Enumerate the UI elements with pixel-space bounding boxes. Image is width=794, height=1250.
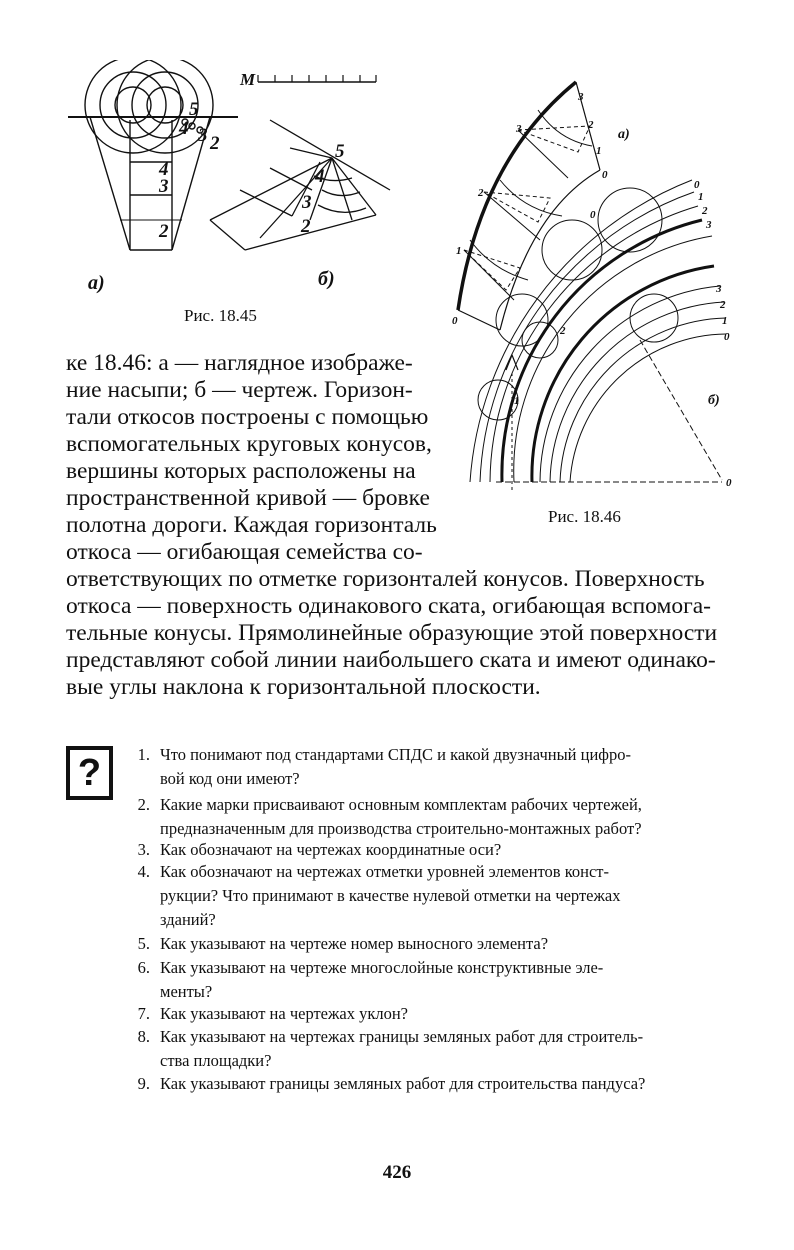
elev-view-2: 2 [301,216,311,237]
elev-axis-2: 2 [159,221,169,242]
question-1-line-1: Что понимают под стандартами СПДС и какой двузначный цифро- [160,745,631,764]
elev-view-5: 5 [335,141,345,162]
slope-mark-1: 1 [596,145,602,157]
question-2-line-2: предназначенным для производства строительно-монтажных работ? [160,819,642,838]
inner-mark-0: 0 [590,209,596,221]
elev-plan-2: 2 [210,133,220,154]
inner-mark-2: 2 [560,325,566,337]
scale-label: М [240,70,256,89]
paragraph-line-7: полотна дороги. Каждая горизонталь [66,512,437,538]
paragraph-line-12: представляют собой линии наибольшего ската и имеют одинако- [66,647,716,673]
figure-18-46 [440,70,740,500]
paragraph-line-5: вершины которых расположены на [66,458,416,484]
page-number: 426 [382,1162,412,1183]
slope-mark-3: 3 [578,91,584,103]
outer-mark-2: 2 [702,205,708,217]
elev-plan-5: 5 [189,99,199,120]
question-number: 6. [137,958,150,977]
question-8-line-2: ства площадки? [160,1051,272,1070]
figure-18-46-label-b: б) [708,393,720,408]
right-mark-0: 0 [724,331,730,343]
paragraph-line-8: откоса — огибающая семейства со- [66,539,423,565]
question-2-line-1: Какие марки присваивают основным комплектам рабочих чертежей, [160,795,642,814]
question-number: 9. [137,1074,150,1093]
elev-axis-4: 4 [159,159,169,180]
figure-18-46-caption: Рис. 18.46 [548,507,621,526]
question-number: 8. [137,1027,150,1046]
question-4-line-1: Как обозначают на чертежах отметки уровней элементов конст- [160,862,610,881]
paragraph-line-13: вые углы наклона к горизонтальной плоскости. [66,674,541,700]
inner-mark-1: 1 [514,395,520,407]
figure-18-45-label-a: а) [88,272,105,294]
question-number: 2. [137,795,150,814]
question-number: 7. [137,1004,150,1023]
question-9-line-1: Как указывают границы земляных работ для строительства пандуса? [160,1074,646,1093]
curve-mark-3: 3 [516,123,522,135]
slope-mark-0: 0 [602,169,608,181]
paragraph-line-11: тельные конусы. Прямолинейные образующие этой поверхности [66,620,718,646]
question-1-line-2: вой код они имеют? [160,769,300,788]
question-8-line-1: Как указывают на чертежах границы земляных работ для строитель- [160,1027,644,1046]
paragraph-line-2: ние насыпи; б — чертеж. Горизон- [66,377,413,403]
question-3-line-1: Как обозначают на чертежах координатные оси? [160,840,502,859]
curve-mark-1: 1 [456,245,462,257]
elev-plan-3: 3 [198,125,208,146]
outer-mark-3: 3 [706,219,712,231]
question-number: 5. [137,934,150,953]
figure-18-46b-drawing [470,180,726,490]
paragraph-line-3: тали откосов построены с помощью [66,404,429,430]
question-6-line-2: менты? [160,982,213,1001]
question-5-line-1: Как указывают на чертеже номер выносного элемента? [160,934,549,953]
elev-view-4: 4 [315,166,325,187]
end-mark-0: 0 [726,477,732,489]
question-mark-icon: ? [66,746,113,800]
elev-axis-3: 3 [159,176,169,197]
question-6-line-1: Как указывают на чертеже многослойные конструктивные эле- [160,958,604,977]
figure-18-45 [60,60,400,340]
outer-mark-0: 0 [694,179,700,191]
question-number: 4. [137,862,150,881]
question-number: 3. [137,840,150,859]
figure-18-46a-drawing [458,82,600,330]
slope-mark-2: 2 [588,119,594,131]
question-7-line-1: Как указывают на чертежах уклон? [160,1004,409,1023]
paragraph-line-4: вспомогательных круговых конусов, [66,431,432,457]
figure-18-46-label-a: а) [618,127,630,142]
paragraph-line-10: откоса — поверхность одинакового ската, огибающая вспомога- [66,593,711,619]
right-mark-1: 1 [722,315,728,327]
question-4-line-3: зданий? [160,910,216,929]
figure-18-45b-drawing [210,120,390,250]
question-4-line-2: рукции? Что принимают в качестве нулевой отметки на чертежах [160,886,621,905]
paragraph-line-6: пространственной кривой — бровке [66,485,430,511]
right-mark-2: 2 [720,299,726,311]
elev-plan-4: 4 [179,118,189,139]
scale-bar [239,70,376,89]
figure-18-45-caption: Рис. 18.45 [184,306,257,325]
right-mark-3: 3 [716,283,722,295]
figure-18-45-label-b: б) [318,268,335,290]
paragraph-line-1: ке 18.46: а — наглядное изображе- [66,350,413,376]
paragraph-line-9: ответствующих по отметке горизонталей конусов. Поверхность [66,566,705,592]
curve-mark-0: 0 [452,315,458,327]
elev-view-3: 3 [302,192,312,213]
curve-mark-2: 2 [478,187,484,199]
question-number: 1. [137,745,150,764]
outer-mark-1: 1 [698,191,704,203]
